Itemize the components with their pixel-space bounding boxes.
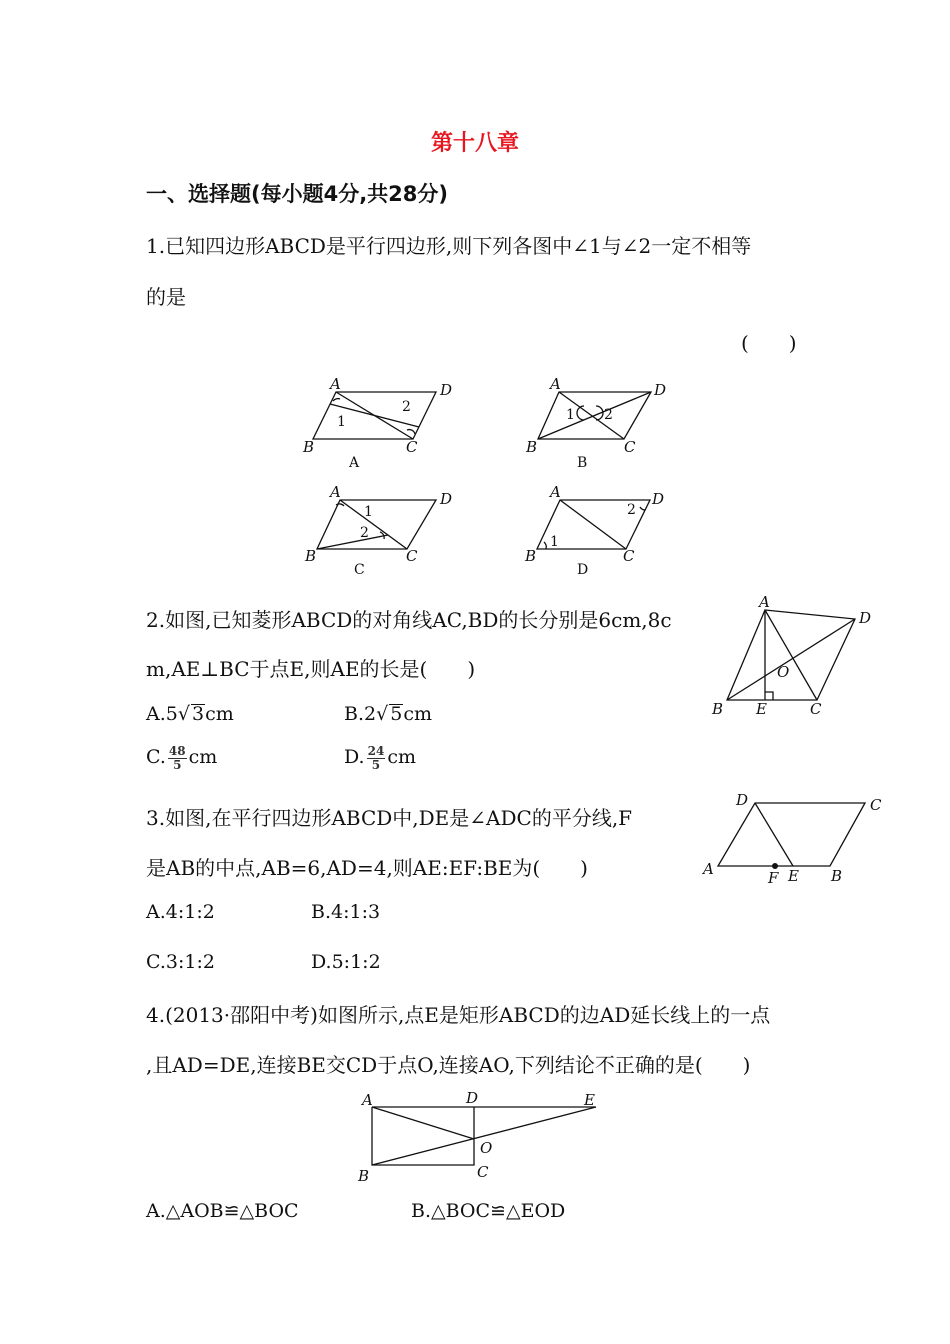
angle-arc (380, 532, 384, 539)
q3-option-a[interactable]: A.4:1:2 (146, 901, 215, 923)
q1-stem-line1: 1.已知四边形ABCD是平行四边形,则下列各图中∠1与∠2一定不相等 (146, 234, 752, 258)
label: C (624, 438, 636, 456)
line-a-to-o (372, 1107, 474, 1139)
chapter-title: 第十八章 (430, 131, 519, 156)
label: 2 (402, 399, 411, 415)
diagonal-ac (765, 610, 817, 700)
q1-figure-a (300, 375, 460, 473)
q3-stem-line2: 是AB的中点,AB=6,AD=4,则AE:EF:BE为( ) (146, 856, 588, 880)
q1-figure-b (522, 375, 682, 473)
label: B (305, 547, 317, 565)
label: B (526, 438, 538, 456)
figure-caption: D (577, 562, 589, 578)
label: F (768, 869, 779, 887)
q2-option-c[interactable]: C. $\frac{48}{5}$ cm (146, 744, 218, 772)
parallelogram (317, 500, 436, 549)
q3-option-c[interactable]: C.3:1:2 (146, 951, 215, 973)
label: E (788, 867, 799, 885)
right-angle-mark (765, 692, 773, 700)
label: C (623, 547, 635, 565)
diagonal-ac (560, 500, 626, 549)
q1-figure-c (300, 483, 460, 580)
q4-option-b[interactable]: B.△BOC≌△EOD (411, 1200, 566, 1222)
label: A (703, 860, 714, 878)
label: D (440, 490, 453, 508)
parallelogram (718, 803, 865, 866)
label: D (859, 609, 872, 627)
figure-caption: A (349, 455, 360, 471)
q2-stem-line1: 2.如图,已知菱形ABCD的对角线AC,BD的长分别是6cm,8c (146, 608, 672, 632)
label: A (550, 375, 561, 393)
q1-answer-paren: ( ) (741, 331, 797, 355)
label: C (810, 700, 822, 718)
label: 2 (627, 502, 636, 518)
label: B (831, 867, 843, 885)
label: 2 (604, 407, 613, 423)
q3-option-d[interactable]: D.5:1:2 (311, 951, 381, 973)
q4-stem-line2: ,且AD=DE,连接BE交CD于点O,连接AO,下列结论不正确的是( ) (146, 1053, 751, 1077)
label: A (330, 375, 341, 393)
q3-parallelogram-figure (700, 790, 895, 890)
q4-stem-line1: 4.(2013·邵阳中考)如图所示,点E是矩形ABCD的边AD延长线上的一点 (146, 1003, 771, 1027)
line-a-to-c (340, 500, 407, 549)
label: 1 (364, 504, 373, 520)
diagonal-bd (538, 392, 651, 439)
label: B (712, 700, 724, 718)
label: C (406, 547, 418, 565)
label: D (652, 490, 665, 508)
q4-rectangle-figure (350, 1085, 610, 1190)
angle-arc (640, 507, 645, 510)
q4-option-a[interactable]: A.△AOB≌△BOC (146, 1200, 299, 1222)
label: 1 (566, 407, 575, 423)
label: E (756, 700, 767, 718)
q2-option-a[interactable]: A.5√ 3cm (146, 703, 234, 725)
label: C (406, 438, 418, 456)
line-b-to-diagonal (317, 535, 388, 549)
q1-figure-d (522, 483, 682, 580)
bisector-de (755, 803, 793, 866)
label: B (525, 547, 537, 565)
label: 1 (337, 414, 346, 430)
q3-stem-line1: 3.如图,在平行四边形ABCD中,DE是∠ADC的平分线,F (146, 806, 633, 830)
section-heading: 一、选择题(每小题4分,共28分) (146, 182, 449, 206)
angle-arc (333, 399, 340, 401)
label: 2 (360, 525, 369, 541)
q1-stem-line2: 的是 (146, 285, 186, 309)
label: D (736, 791, 749, 809)
q2-option-b[interactable]: B.2√ 5cm (344, 703, 432, 725)
label: C (870, 796, 882, 814)
q2-rhombus-figure (705, 593, 885, 721)
figure-caption: C (354, 562, 365, 578)
label: D (440, 381, 453, 399)
angle-arc (407, 430, 415, 434)
label: 1 (550, 534, 559, 550)
label: D (466, 1089, 479, 1107)
label: C (477, 1163, 489, 1181)
angle-arc (544, 542, 546, 549)
q3-option-b[interactable]: B.4:1:3 (311, 901, 381, 923)
label: A (550, 483, 561, 501)
label: O (777, 663, 790, 681)
label: B (303, 438, 315, 456)
q2-option-d[interactable]: D. $\frac{24}{5}$ cm (344, 744, 416, 772)
q2-stem-line2: m,AE⊥BC于点E,则AE的长是( ) (146, 657, 476, 681)
label: D (654, 381, 667, 399)
label: E (584, 1091, 595, 1109)
rectangle-abcd (372, 1107, 474, 1165)
label: A (759, 593, 770, 611)
label: O (480, 1139, 493, 1157)
label: A (362, 1091, 373, 1109)
label: A (330, 483, 341, 501)
figure-caption: B (577, 455, 588, 471)
label: B (358, 1167, 370, 1185)
